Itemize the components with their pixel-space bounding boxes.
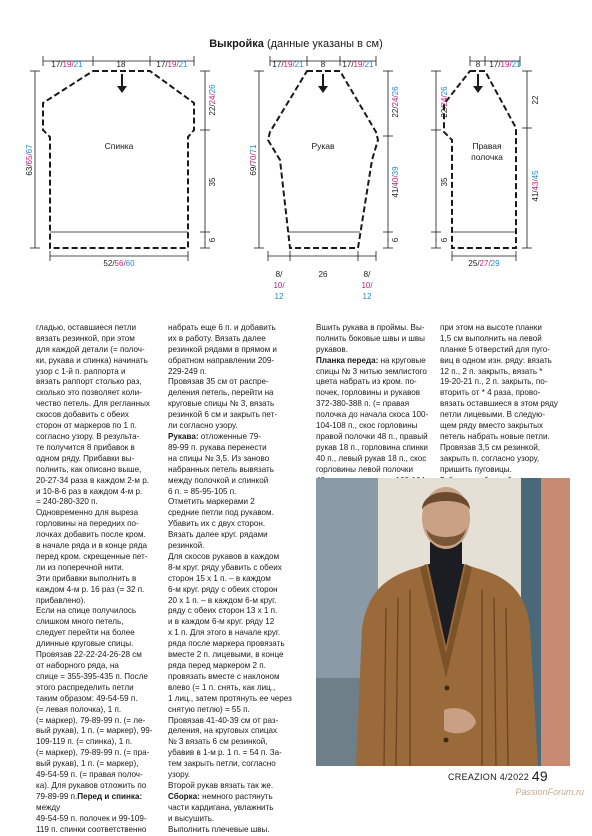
sleeve-outline [268,71,378,248]
instructions-column-1 [36,312,164,836]
sleeve-bottom-dim: 26 [318,270,328,279]
page-footer [448,768,548,784]
front-bottom-dim: 25/27/29 [468,259,500,268]
front-side-dim: 35 [440,177,449,187]
sleeve-cuff-right-2: 10/ [361,281,373,290]
front-top-right-dim: 17/19/21 [489,60,521,69]
back-label: Спинка [104,141,134,151]
back-height-dim: 63/65/67 [25,144,34,176]
back-raglan-dim: 22/24/26 [208,84,217,116]
pattern-schematic [0,0,592,310]
col2-text-1: набрать еще 6 п. и добавить их в работу. Вязать далее резинкой рядами в прямом и обратном направлении 209- 229-249 п. Провязав 35 см от распре- деления петель, перейти на круговые спицы № 3, вязать резинкой 6 см и закрыть пет- ли согласно узору. [168,322,278,431]
col2-text-2: отложенные 79- 89-99 п. рукава перенести на спицы № 3,5. Из заново набранных петель вывязать между полочкой и спинкой 6 п. = 85-95-105 п. Отметить маркерами 2 средние петли под рукавом. Убавить их с двух сторон. Вязать далее круг. рядами резинкой. Для скосов рукавов в каждом 8-м круг. ряду убавить с обеих сторон 15 х 1 п. – в каждом 6-м круг. ряду с обеих сторон 20 х 1 п. – в каждом 6-м круг. ряду с обеих сторон 13 х 1 п. и в каждом 6-м круг. ряду 12 х 1 п. Для этого в начале круг. ряда после маркера провязать вместе 2 п. лицевыми, в конце ряда перед маркером 2 п. провязать вместе с наклоном влево (= 1 п. снять, как лиц., 1 лиц., затем протянуть ее через снятую петлю) = 55 п. Провязав 41-40-39 см от раз- деления, на круговых спицах № 3 вязать 6 см резинкой, убавив в 1-м р. 1 п. = 54 п. За- тем закрыть петли, согласно узору. Второй рукав вязать так же. [168,431,292,790]
sleeve-cuff-right-3: 12 [362,292,372,301]
magazine-issue: CREAZION 4/2022 [448,772,532,782]
col3-text-1: Вшить рукава в проймы. Вы- полнить боковые швы и швы рукавов. [316,322,425,354]
back-top-neck-dim: 18 [116,60,126,69]
col1-text-1: гладью, оставшиеся петли вязать резинкой, при этом для каждой детали (= полоч- ки, рукава и спинка) начинать узор с 1-й п. раппорта и вязать раппорт столько раз, сколько это позволяет коли- чество петель. Для регланных скосов добавить с обеих сторон от маркеров по 1 п. согласно узору. В результа- те получится 8 прибавок в одном ряду. Прибавки вы- полнить, как описано выше, 20-27-34 раза в каждом 2-м р. и 10-8-6 раз в каждом 4-м р. = 240-280-320 п. Одновременно для выреза горловины на передних по- лочках добавить после кром. в начале ряда и в конце ряда перед кром. скрещенные пет- ли из поперечной нити. Эти прибавки выполнить в каждом 4-м р. 16 раз (= 32 п. прибавлено). Если на спице получилось слишком много петель, следует перейти на более длинные круговые спицы. Провязав 22-22-24-26-28 см от наборного ряда, на спице = 355-395-435 п. После этого распределить петли таким образом: 49-54-59 п. (= левая полочка), 1 п. (= маркер), 79-89-99 п. (= ле- вый рукав), 1 п. (= маркер), 99- 109-119 п. (= спинка), 1 п. (= маркер), 79-89-99 п. (= пра- вый рукав), 1 п. (= маркер), 49-54-59 п. (= правая полоч- ка). Для рукавов отложить по 79-89-99 п. [36,322,153,801]
sleeve-label: Рукав [311,141,335,151]
sleeve-top-right-dim: 17/19/21 [342,60,374,69]
instructions-column-2 [168,312,300,836]
sleeve-top-mid-dim: 8 [320,60,326,69]
back-outline [43,71,194,248]
sleeve-side-dim: 41/40/39 [391,166,400,198]
pattern-title-note: (данные указаны в см) [263,38,383,50]
front-raglan-dim: 22/24/26 [440,86,449,118]
col1-heading-front-back: Перед и спинка: [77,791,143,801]
col4-text-1: при этом на высоте планки 1,5 см выполнить на левой планке 5 отверстий для пуго- виц в одном изн. ряду: вязать 12 п., 2 п. закрыть, вязать * 19-20-21 п., 2 п. закрыть, по- вторить от * 4 раза, прово- вязать оставшиеся в этом ряду петли лицевыми. В следую- щем ряду вместо закрытых петель набрать новые петли. Провязав 3,5 см резинкой, закрыть п. согласно узору, пришить пуговицы. [440,322,558,474]
col3-text-2: на круговые спицы № 3 нитью землистого цвета набрать из кром. по- почек, горловины и рукавов 372-380-388 п. (= правая полочка до начала скоса 100- 104-108 п., скос горловины правой полочки 48 п., правый рукав 18 п., горловина спинки 40 п., левый рукав 18 п., скос горловины левой полочки [316,355,429,474]
pattern-title-bold: Выкройка [209,38,264,50]
col2-heading-sleeves: Рукава: [168,431,199,441]
col1-text-2: между 49-54-59 п. полочек и 99-109- 119 п. спинки соответственно [36,802,147,834]
front-label-1: Правая [472,141,502,151]
sleeve-cuff-right-1: 8/ [363,270,371,279]
instructions-column-4 [440,312,570,497]
sleeve-cuff-left-1: 8/ [275,270,283,279]
back-top-right-dim: 17/19/21 [156,60,188,69]
sleeve-height-dim: 69/70/71 [249,144,258,176]
sleeve-rib-dim: 6 [391,237,400,243]
sleeve-cuff-left-3: 12 [274,292,284,301]
sleeve-top-left-dim: 17/19/21 [272,60,304,69]
front-top-left-dim: 8 [475,60,481,69]
front-rib-dim: 6 [440,237,449,243]
back-top-left-dim: 17/19/21 [51,60,83,69]
back-side-dim: 35 [208,177,217,187]
sleeve-raglan-dim: 22/24/26 [391,86,400,118]
col2-heading-assembly: Сборка: [168,791,200,801]
page-number: 49 [531,768,549,784]
model-photo [316,478,570,766]
front-label-2: полочка [471,152,503,162]
front-height-dim: 41/43/45 [531,170,540,202]
back-bottom-dim: 52/56/60 [103,259,135,268]
back-arrow-icon [117,74,127,93]
col2-text-3: немного растянуть части кардигана, увлажнить и высушить. Выполнить плечевые швы. [168,791,274,834]
front-arrow-icon [473,74,483,93]
col3-heading-placket: Планка переда: [316,355,379,365]
watermark: PassionForum.ru [515,787,584,797]
sleeve-arrow-icon [318,74,328,93]
back-rib-dim: 6 [208,237,217,243]
front-neck-dim: 22 [531,95,540,105]
sleeve-cuff-left-2: 10/ [273,281,285,290]
instructions-column-3 [316,312,438,497]
